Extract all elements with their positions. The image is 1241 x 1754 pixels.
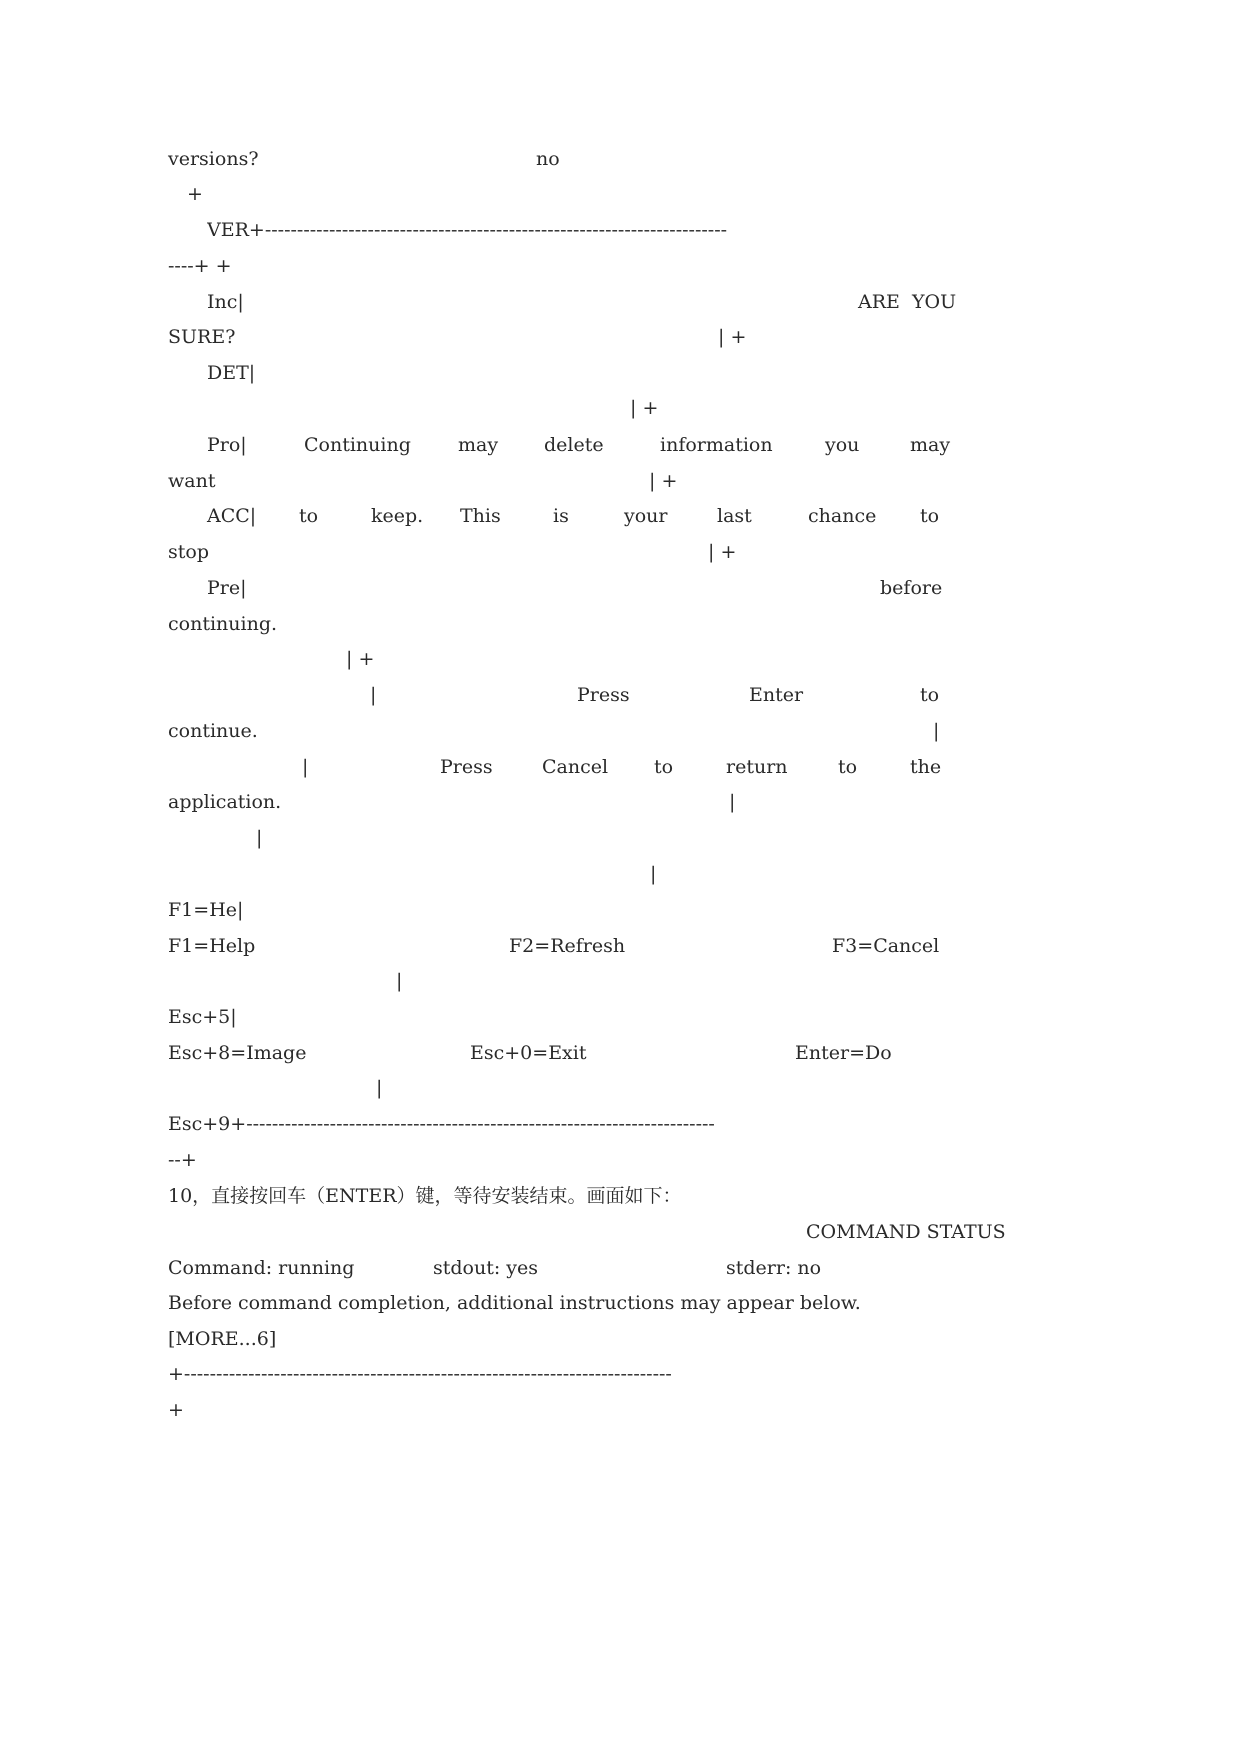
- text-word: may: [458, 434, 499, 456]
- text-word: your: [624, 505, 668, 527]
- text-pipe-plus: | +: [708, 541, 737, 563]
- text-pipe: |: [302, 756, 309, 778]
- text-stderr: stderr: no: [726, 1257, 822, 1279]
- text-are-you: ARE YOU: [858, 291, 957, 313]
- text-word: may: [910, 434, 951, 456]
- text-command-running: Command: running: [168, 1257, 355, 1279]
- text-pipe: |: [376, 1077, 383, 1099]
- text-f1-help: F1=Help: [168, 935, 256, 957]
- text-pipe: |: [650, 863, 657, 885]
- text-pre: Pre|: [207, 577, 247, 599]
- text-esc8-image: Esc+8=Image: [168, 1042, 307, 1064]
- text-plus: +: [168, 1399, 184, 1421]
- text-word: return: [726, 756, 788, 778]
- text-pipe-plus: | +: [630, 397, 659, 419]
- text-more: [MORE...6]: [168, 1328, 277, 1350]
- text-command-status-title: COMMAND STATUS: [806, 1221, 1006, 1243]
- text-f3-cancel: F3=Cancel: [832, 935, 940, 957]
- text-word: information: [660, 434, 773, 456]
- text-word: to: [654, 756, 674, 778]
- text-border-top-cont: ----+ +: [168, 255, 232, 277]
- text-pipe: |: [396, 970, 403, 992]
- text-versions: versions?: [168, 148, 259, 170]
- text-pipe: |: [933, 720, 940, 742]
- text-word: to: [920, 505, 940, 527]
- text-word: keep.: [371, 505, 424, 527]
- text-pipe-plus: | +: [346, 648, 375, 670]
- text-word: Press: [577, 684, 630, 706]
- text-inc: Inc|: [207, 291, 244, 313]
- text-pipe-plus: | +: [649, 470, 678, 492]
- text-pipe: |: [370, 684, 377, 706]
- text-plus: +: [187, 183, 203, 205]
- text-word: is: [553, 505, 569, 527]
- text-word: the: [910, 756, 942, 778]
- text-word: application.: [168, 791, 282, 813]
- text-pipe-plus: | +: [718, 326, 747, 348]
- text-word: This: [460, 505, 501, 527]
- text-word: Press: [440, 756, 493, 778]
- text-sure: SURE?: [168, 326, 236, 348]
- text-word: Cancel: [542, 756, 609, 778]
- text-esc0-exit: Esc+0=Exit: [470, 1042, 587, 1064]
- text-esc5: Esc+5|: [168, 1006, 237, 1028]
- text-border-box: +----------------------------------------------------------------------------: [168, 1363, 672, 1385]
- text-acc: ACC|: [207, 505, 257, 527]
- text-word: Enter: [749, 684, 804, 706]
- text-word: continue.: [168, 720, 258, 742]
- text-word: Continuing: [304, 434, 411, 456]
- text-word: you: [825, 434, 860, 456]
- text-det: DET|: [207, 362, 256, 384]
- text-word: stop: [168, 541, 209, 563]
- text-word: before: [880, 577, 943, 599]
- text-word: chance: [808, 505, 877, 527]
- text-pipe: |: [729, 791, 736, 813]
- text-before-completion: Before command completion, additional instructions may appear below.: [168, 1292, 861, 1314]
- text-word: to: [920, 684, 940, 706]
- text-word: continuing.: [168, 613, 278, 635]
- text-word: last: [717, 505, 752, 527]
- text-border-bottom: Esc+9+-------------------------------------------------------------------------: [168, 1113, 715, 1135]
- text-word: to: [299, 505, 319, 527]
- text-step-10: 10，直接按回车（ENTER）键，等待安装结束。画面如下：: [168, 1185, 682, 1207]
- text-f1-he: F1=He|: [168, 899, 244, 921]
- text-stdout: stdout: yes: [433, 1257, 539, 1279]
- text-pipe: |: [256, 827, 263, 849]
- text-enter-do: Enter=Do: [795, 1042, 892, 1064]
- text-word: to: [838, 756, 858, 778]
- text-no: no: [536, 148, 560, 170]
- text-word: want: [168, 470, 216, 492]
- text-f2-refresh: F2=Refresh: [509, 935, 626, 957]
- text-border-bottom-cont: --+: [168, 1149, 197, 1171]
- text-border-top: VER+------------------------------------------------------------------------: [207, 219, 728, 241]
- text-word: delete: [544, 434, 604, 456]
- text-pro: Pro|: [207, 434, 247, 456]
